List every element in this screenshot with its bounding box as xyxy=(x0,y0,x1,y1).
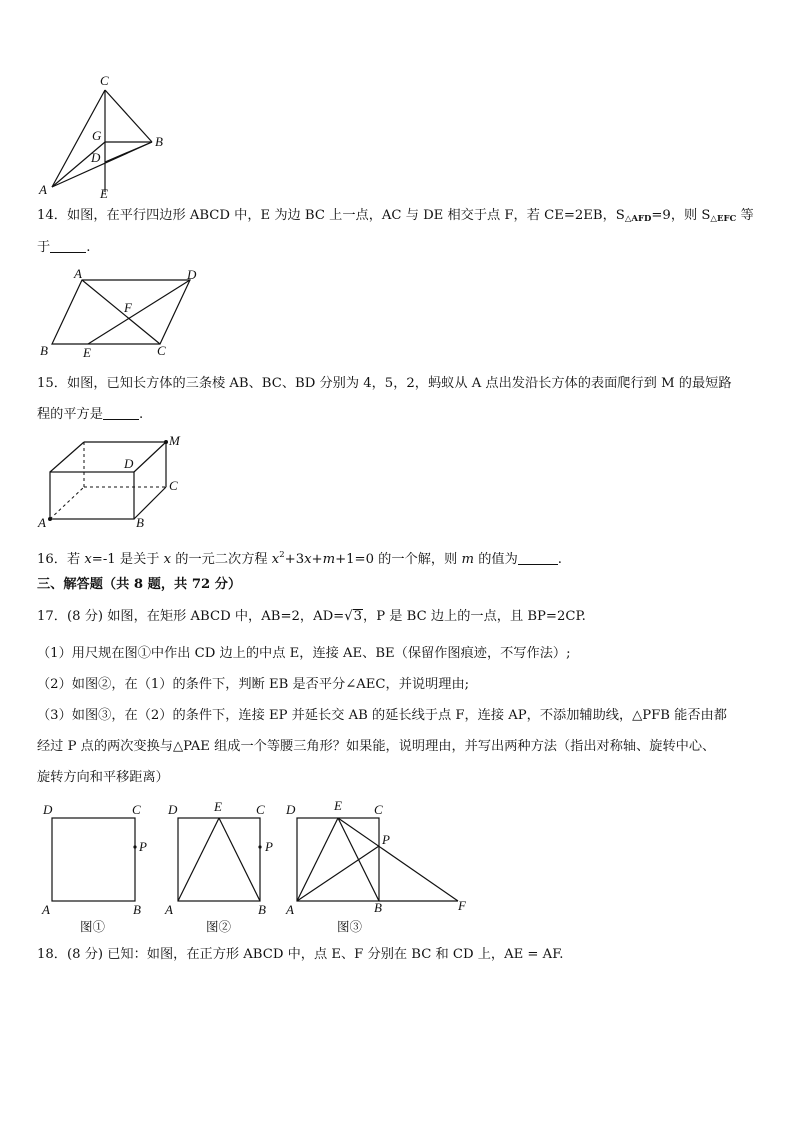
fig1-label-b: B xyxy=(133,902,141,917)
q15-text-a: 程的平方是 xyxy=(37,407,103,422)
fig15-label-d: D xyxy=(124,456,134,471)
fig3-label-e: E xyxy=(334,798,342,813)
fig2-label-b: B xyxy=(258,902,266,917)
q16-text-4: +3 xyxy=(284,552,305,567)
q15-answer-blank xyxy=(103,406,139,420)
q17-text-a: 17．(8 分) 如图，在矩形 ABCD 中，AB=2，AD= xyxy=(37,609,345,624)
fig3-label-d: D xyxy=(286,802,296,817)
fig1-label-d: D xyxy=(43,802,53,817)
q16-var-x2: x xyxy=(163,552,172,567)
q16-var-m2: m xyxy=(461,552,475,567)
q17-part1: （1）用尺规在图①中作出 CD 边上的中点 E，连接 AE、BE（保留作图痕迹，不写作法）; xyxy=(37,646,571,661)
q16-text-6: +1=0 的一个解，则 xyxy=(335,552,462,567)
fig3-label-b: B xyxy=(374,900,382,915)
q14-sub-efc: △EFC xyxy=(710,214,737,224)
fig1-label-a: A xyxy=(42,902,50,917)
fig2-label-c: C xyxy=(256,802,265,817)
q15-line2 xyxy=(37,405,143,425)
fig1-label-c: C xyxy=(132,802,141,817)
fig3-caption: 图③ xyxy=(337,920,363,934)
q15-text-b: . xyxy=(138,407,144,422)
fig15-label-a: A xyxy=(38,515,46,530)
q18-line1: 18．(8 分) 已知：如图，在正方形 ABCD 中，点 E、F 分别在 BC 和 CD 上，AE = AF. xyxy=(37,947,564,962)
q16-text-3: 的一元二次方程 xyxy=(171,552,272,567)
fig3-label-f: F xyxy=(458,898,466,913)
q14-sub-afd: △AFD xyxy=(624,214,652,224)
figure-17-1 xyxy=(38,800,158,935)
figure-17-2 xyxy=(162,800,282,935)
fig14-label-c: C xyxy=(157,343,166,358)
fig14-label-e: E xyxy=(83,345,91,360)
fig2-label-e: E xyxy=(214,799,222,814)
fig2-label-d: D xyxy=(168,802,178,817)
fig13-label-b: B xyxy=(155,134,163,149)
fig3-label-a: A xyxy=(286,902,294,917)
fig2-caption: 图② xyxy=(206,920,232,934)
fig14-label-f: F xyxy=(124,300,132,315)
fig13-label-a: A xyxy=(39,182,47,197)
fig14-label-b: B xyxy=(40,343,48,358)
q14-text-c: 等 xyxy=(736,208,754,223)
q14-line1 xyxy=(37,206,754,229)
q16-answer-blank xyxy=(518,551,558,565)
fig13-label-c: C xyxy=(100,73,109,88)
fig14-label-d: D xyxy=(187,267,197,282)
fig1-caption: 图① xyxy=(80,920,106,934)
q17-sqrt-value: 3 xyxy=(353,609,363,624)
fig15-label-m: M xyxy=(169,433,180,448)
fig3-label-c: C xyxy=(374,802,383,817)
q14-answer-blank xyxy=(50,239,86,253)
q15-line1: 15．如图，已知长方体的三条棱 AB、BC、BD 分别为 4，5，2，蚂蚁从 A 点出发沿长方体的表面爬行到 M 的最短路 xyxy=(37,376,732,391)
figure-13 xyxy=(30,70,180,205)
fig14-label-a: A xyxy=(74,266,82,281)
q16-text-1: 16．若 xyxy=(37,552,85,567)
q14-text-a: 14．如图，在平行四边形 ABCD 中，E 为边 BC 上一点，AC 与 DE 相交于点 F，若 CE=2EB，S xyxy=(37,208,625,223)
fig1-label-p: P xyxy=(139,839,147,854)
q14-text-b: =9，则 S xyxy=(651,208,711,223)
q14-line2 xyxy=(37,238,90,258)
q14-text-d: 于 xyxy=(37,240,51,255)
q16-var-x3: x xyxy=(271,552,280,567)
q17-line1: 17．(8 分) 如图，在矩形 ABCD 中，AB=2，AD=√3，P 是 BC 边上的一点，且 BP=2CP. xyxy=(37,609,586,624)
q17-part3-line2: 经过 P 点的两次变换与△PAE 组成一个等腰三角形？如果能，说明理由，并写出两种方法（指出对称轴、旋转中心、 xyxy=(37,739,716,754)
q16-text-2: =-1 是关于 xyxy=(91,552,164,567)
q17-text-b: ，P 是 BC 边上的一点，且 BP=2CP. xyxy=(363,609,586,624)
fig3-label-p: P xyxy=(382,832,390,847)
q16-var-x4: x xyxy=(304,552,312,567)
q16-text-8: . xyxy=(557,552,562,567)
fig13-label-d: D xyxy=(91,150,101,165)
q17-part3-line3: 旋转方向和平移距离） xyxy=(37,770,169,785)
figure-15 xyxy=(36,432,196,530)
q16-text-5: + xyxy=(311,552,323,567)
fig2-label-p: P xyxy=(265,839,273,854)
q17-part2: （2）如图②，在（1）的条件下，判断 EB 是否平分∠AEC，并说明理由; xyxy=(37,677,470,692)
fig13-label-g: G xyxy=(92,128,102,143)
figure-17-3 xyxy=(282,796,482,936)
q14-text-e: . xyxy=(86,240,91,255)
q16-text-7: 的值为 xyxy=(474,552,518,567)
fig13-label-e: E xyxy=(100,186,108,201)
q16-exponent: 2 xyxy=(279,550,285,560)
figure-14 xyxy=(36,268,206,360)
section-3-heading: 三、解答题（共 8 题，共 72 分） xyxy=(37,577,242,592)
q16-var-m1: m xyxy=(322,552,336,567)
q16-line xyxy=(37,545,562,570)
q17-part3-line1: （3）如图③，在（2）的条件下，连接 EP 并延长交 AB 的延长线于点 F，连接 AP，不添加辅助线，△PFB 能否由都 xyxy=(37,708,727,723)
q16-var-x: x xyxy=(84,552,92,567)
fig15-label-b: B xyxy=(136,515,144,530)
fig2-label-a: A xyxy=(165,902,173,917)
fig15-label-c: C xyxy=(169,478,178,493)
